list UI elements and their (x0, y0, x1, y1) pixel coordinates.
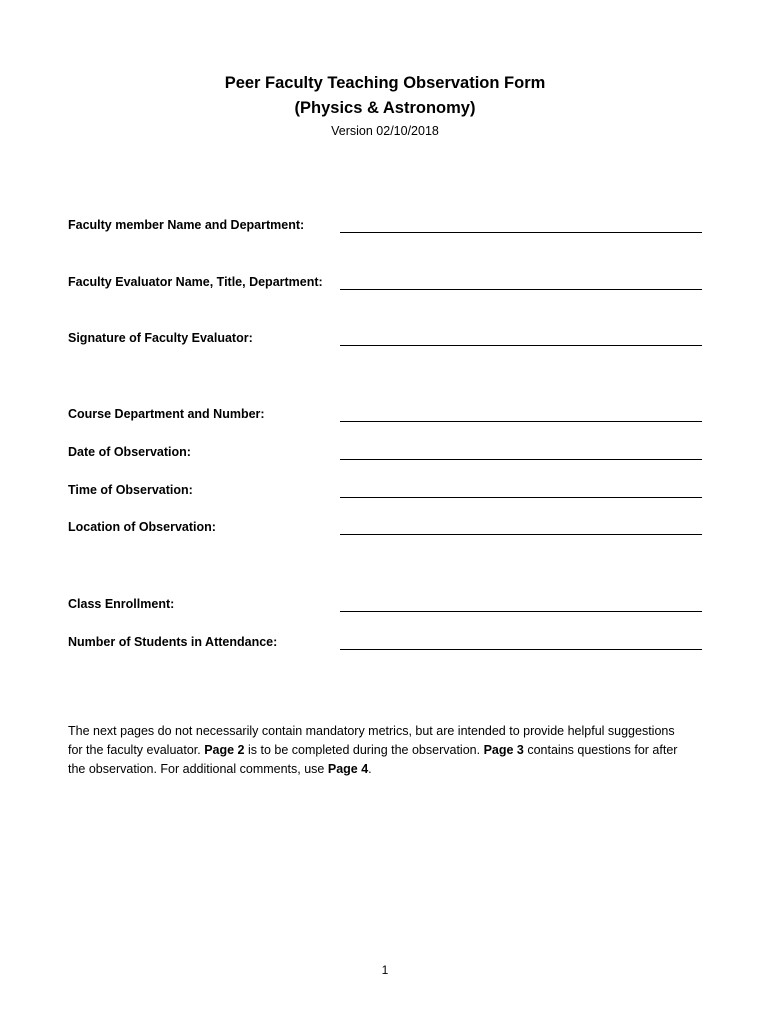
field-enrollment (68, 596, 702, 616)
intro-text: is to be completed during the observation. (244, 742, 484, 757)
field-underline[interactable] (340, 421, 702, 422)
page-3-reference: Page 3 (483, 742, 524, 757)
intro-paragraph (68, 722, 688, 779)
field-signature (68, 330, 702, 350)
field-label: Course Department and Number: (68, 407, 265, 421)
page-2-reference: Page 2 (204, 742, 245, 757)
field-underline[interactable] (340, 459, 702, 460)
field-underline[interactable] (340, 345, 702, 346)
field-underline[interactable] (340, 534, 702, 535)
field-faculty-evaluator (68, 274, 702, 294)
field-label: Class Enrollment: (68, 597, 175, 611)
intro-text: The next pages do not necessarily contain mandatory metrics, but are intended to provide helpful suggestions for the faculty evaluator. (68, 723, 675, 757)
field-label: Faculty member Name and Department: (68, 218, 305, 232)
field-label: Faculty Evaluator Name, Title, Department: (68, 275, 323, 289)
field-date (68, 444, 702, 464)
form-subtitle: (Physics & Astronomy) (294, 99, 476, 117)
field-underline[interactable] (340, 611, 702, 612)
field-label: Number of Students in Attendance: (68, 635, 278, 649)
field-label: Location of Observation: (68, 520, 216, 534)
field-location (68, 519, 702, 539)
field-label: Signature of Faculty Evaluator: (68, 331, 253, 345)
field-underline[interactable] (340, 289, 702, 290)
field-course (68, 406, 702, 426)
field-label: Time of Observation: (68, 483, 193, 497)
intro-text: . (368, 761, 372, 776)
field-underline[interactable] (340, 232, 702, 233)
field-attendance (68, 634, 702, 654)
field-time (68, 482, 702, 502)
form-title: Peer Faculty Teaching Observation Form (224, 74, 546, 92)
field-underline[interactable] (340, 497, 702, 498)
intro-text: contains questions for after the observation. For additional comments, use (68, 742, 678, 776)
page-4-reference: Page 4 (327, 761, 369, 776)
field-faculty-member (68, 217, 702, 237)
version-label: Version 02/10/2018 (331, 124, 439, 138)
field-underline[interactable] (340, 649, 702, 650)
page-number: 1 (381, 963, 389, 977)
field-label: Date of Observation: (68, 445, 191, 459)
